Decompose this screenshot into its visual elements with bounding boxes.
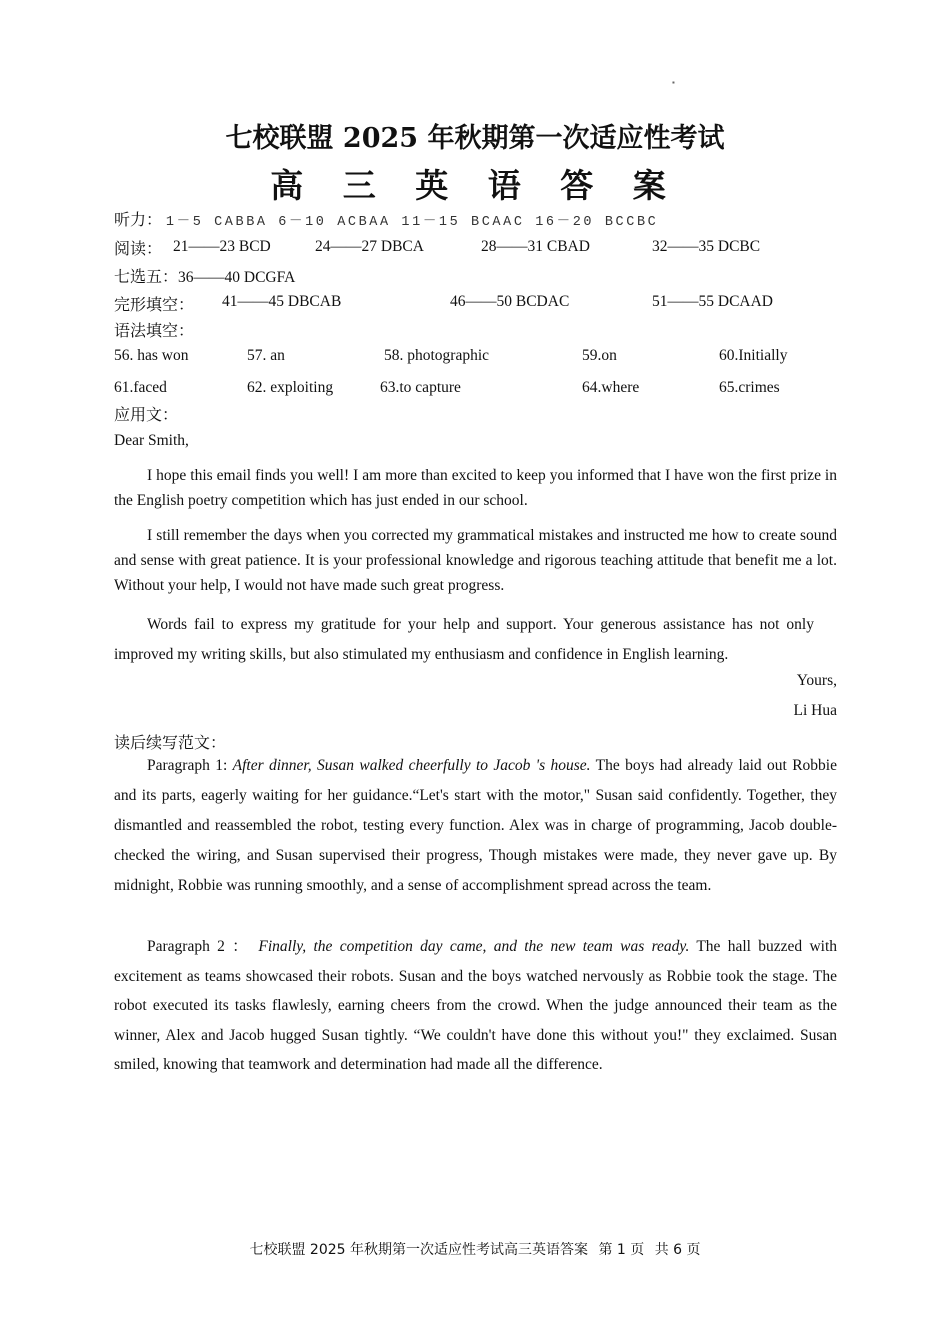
reading-group: 21——23 BCD [173, 238, 271, 255]
footer-page-number: 第 1 页 [598, 1242, 645, 1258]
listening-row [114, 207, 658, 230]
cloze-group: 46——50 BCDAC [450, 293, 570, 310]
grammar-answer: 64.where [582, 379, 640, 396]
listening-answers: 1－5 CABBA 6－10 ACBAA 11－15 BCAAC 16－20 BCCBC [165, 215, 659, 230]
grammar-answer: 57. an [247, 347, 285, 364]
reading-row [114, 236, 162, 259]
seven-choose-five-answer: 36——40 DCGFA [178, 269, 296, 286]
continuation-label: 读后续写范文： [114, 733, 227, 752]
paragraph-2-label: Paragraph 2 ： [147, 938, 259, 955]
paragraph-1-label: Paragraph 1: [147, 757, 233, 774]
grammar-answer: 56. has won [114, 347, 189, 364]
footer-page-total: 共 6 页 [654, 1242, 701, 1258]
answer-title: 高 三 英 语 答 案 [270, 166, 680, 205]
reading-label: 阅读： [114, 239, 163, 258]
reading-group: 32——35 DCBC [652, 238, 761, 255]
listening-label: 听力： [114, 210, 163, 229]
letter-closing: Yours, [796, 672, 837, 689]
grammar-answer: 65.crimes [719, 379, 780, 396]
footer-title: 七校联盟 2025 年秋期第一次适应性考试高三英语答案 [249, 1242, 588, 1258]
practical-writing-label: 应用文： [114, 405, 179, 424]
grammar-answer: 63.to capture [380, 379, 461, 396]
letter-paragraph: I hope this email finds you well! I am more than excited to keep you informed that I have won the first prize in the English poetry competition which has just ended in our school. [114, 467, 837, 509]
reading-group: 28——31 CBAD [481, 238, 590, 255]
paragraph-1-opening: After dinner, Susan walked cheerfully to Jacob 's house. [232, 757, 591, 774]
continuation-row [114, 730, 226, 753]
grammar-row [114, 318, 194, 341]
seven-choose-five-row [114, 264, 295, 287]
letter-paragraph: I still remember the days when you corrected my grammatical mistakes and instructed me how to create sound and sense with great patience. It is your professional knowledge and rigorous teaching attitude that benefit me a lot. Without your help, I would not have made such great progress. [114, 527, 837, 594]
paragraph-2-opening: Finally, the competition day came, and the new team was ready. [258, 938, 690, 955]
grammar-label: 语法填空： [114, 321, 195, 340]
page-footer [0, 1239, 950, 1259]
letter-greeting: Dear Smith, [114, 432, 189, 449]
grammar-answer: 62. exploiting [247, 379, 334, 396]
letter-signature: Li Hua [793, 702, 837, 719]
seven-choose-five-label: 七选五： [114, 267, 179, 286]
letter-paragraph: Words fail to express my gratitude for your help and support. Your generous assistance has not only improved my writing skills, but also stimulated my enthusiasm and confidence in English learning. [114, 616, 814, 663]
grammar-answer: 59.on [582, 347, 617, 364]
grammar-answer: 58. photographic [384, 347, 490, 364]
grammar-answer: 61.faced [114, 379, 167, 396]
scan-mark: ▪ [672, 78, 675, 87]
cloze-group: 51——55 DCAAD [652, 293, 773, 310]
exam-title: 七校联盟 2025 年秋期第一次适应性考试 [225, 123, 725, 154]
cloze-group: 41——45 DBCAB [222, 293, 342, 310]
paragraph-2-body: The hall buzzed with excitement as teams showcased their robots. Susan and the boys watched nervously as Robbie took the stage. The robot executed its tasks flawlesly, earning cheers from the crowd. When the judge announced their team as the winner, Alex and Jacob hugged Susan tightly. “We couldn't have done this without you!" they exclaimed. Susan smiled, knowing that teamwork and determination had made all the difference. [114, 938, 838, 1074]
practical-writing-row [114, 402, 178, 425]
continuation-paragraph-1 [114, 751, 837, 901]
reading-group: 24——27 DBCA [315, 238, 424, 255]
continuation-paragraph-2 [114, 932, 837, 1080]
grammar-answer: 60.Initially [719, 347, 788, 364]
cloze-label: 完形填空： [114, 295, 195, 314]
cloze-row [114, 292, 194, 315]
paragraph-1-body: The boys had already laid out Robbie and its parts, eagerly waiting for her guidance.“Let's start with the motor," Susan said confidently. Together, they dismantled and reassembled the robot, testing every function. Alex was in charge of programming, Jacob double-checked the wiring, and Susan supervised their progress, Though mistakes were made, they never gave up. By midnight, Robbie was running smoothly, and a sense of accomplishment spread across the team. [114, 757, 837, 894]
